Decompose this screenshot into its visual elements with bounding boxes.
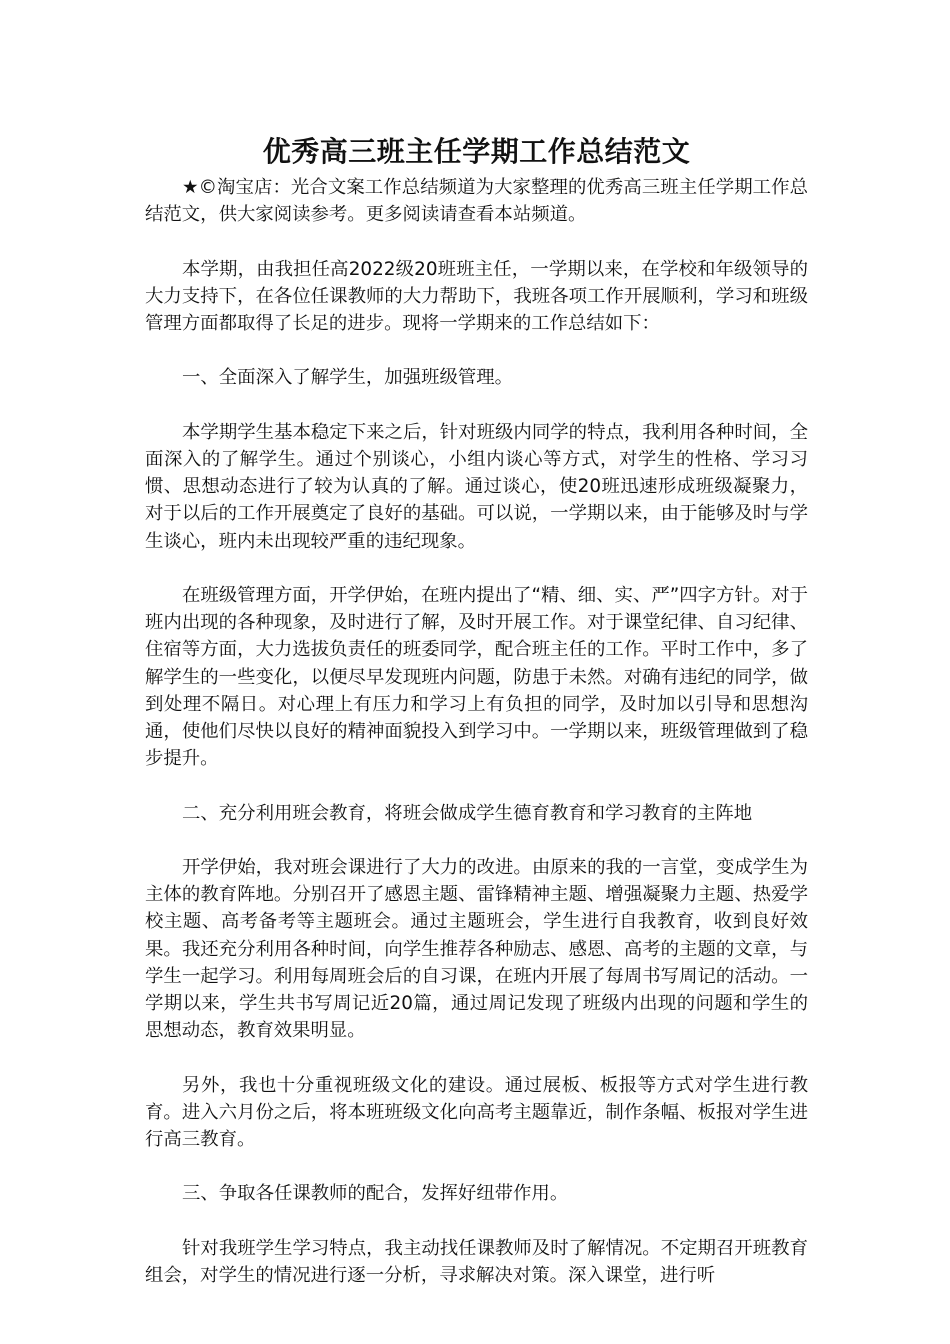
- paragraph-gap: [145, 827, 808, 854]
- section-heading-1: 一、全面深入了解学生，加强班级管理。: [182, 367, 514, 389]
- body-paragraph-6: 针对我班学生学习特点，我主动找任课教师及时了解情况。不定期召开班教育组会，对学生的情况进行逐一分析，寻求解决对策。深入课堂，进行听: [145, 1237, 808, 1286]
- document-title: 优秀高三班主任学期工作总结范文: [262, 135, 691, 168]
- paragraph-gap: [145, 555, 808, 582]
- intro-paragraph: ★©淘宝店：光合文案工作总结频道为大家整理的优秀高三班主任学期工作总结范文，供大家阅读参考。更多阅读请查看本站频道。: [145, 177, 808, 226]
- body-paragraph-3: 在班级管理方面，开学伊始，在班内提出了“精、细、实、严”四字方针。对于班内出现的各种现象，及时进行了解，及时开展工作。对于课堂纪律、自习纪律、住宿等方面，大力选拔负责任的班委同学，配合班主任的工作。平时工作中，多了解学生的一些变化，以便尽早发现班内问题，防患于未然。对确有违纪的同学，做到处理不隔日。对心理上有压力和学习上有负担的同学，及时加以引导和思想沟通，使他们尽快以良好的精神面貌投入到学习中。一学期以来，班级管理做到了稳步提升。: [145, 584, 808, 770]
- section-heading-2: 二、充分利用班会教育，将班会做成学生德育教育和学习教育的主阵地: [182, 802, 753, 824]
- document-page: [145, 132, 808, 1289]
- paragraph-gap: [145, 1208, 808, 1235]
- body-paragraph-4: 开学伊始，我对班会课进行了大力的改进。由原来的我的一言堂，变成学生为主体的教育阵地。分别召开了感恩主题、雷锋精神主题、增强凝聚力主题、热爱学校主题、高考备考等主题班会。通过主题班会，学生进行自我教育，收到良好效果。我还充分利用各种时间，向学生推荐各种励志、感恩、高考的主题的文章，与学生一起学习。利用每周班会后的自习课，在班内开展了每周书写周记的活动。一学期以来，学生共书写周记近20篇，通过周记发现了班级内出现的问题和学生的思想动态，教育效果明显。: [145, 856, 808, 1042]
- body-paragraph-1: 本学期，由我担任高2022级20班班主任，一学期以来，在学校和年级领导的大力支持下，在各位任课教师的大力帮助下，我班各项工作开展顺利，学习和班级管理方面都取得了长足的进步。现将一学期来的工作总结如下：: [145, 258, 808, 334]
- paragraph-gap: [145, 1044, 808, 1071]
- paragraph-gap: [145, 228, 808, 255]
- paragraph-gap: [145, 1153, 808, 1180]
- paragraph-gap: [145, 772, 808, 799]
- body-paragraph-2: 本学期学生基本稳定下来之后，针对班级内同学的特点，我利用各种时间，全面深入的了解学生。通过个别谈心，小组内谈心等方式，对学生的性格、学习习惯、思想动态进行了较为认真的了解。通过谈心，使20班迅速形成班级凝聚力，对于以后的工作开展奠定了良好的基础。可以说，一学期以来，由于能够及时与学生谈心，班内未出现较严重的违纪现象。: [145, 421, 808, 552]
- paragraph-gap: [145, 392, 808, 419]
- section-heading-3: 三、争取各任课教师的配合，发挥好纽带作用。: [182, 1183, 569, 1205]
- body-paragraph-5: 另外，我也十分重视班级文化的建设。通过展板、板报等方式对学生进行教育。进入六月份之后，将本班班级文化向高考主题靠近，制作条幅、板报对学生进行高三教育。: [145, 1074, 808, 1150]
- paragraph-gap: [145, 337, 808, 364]
